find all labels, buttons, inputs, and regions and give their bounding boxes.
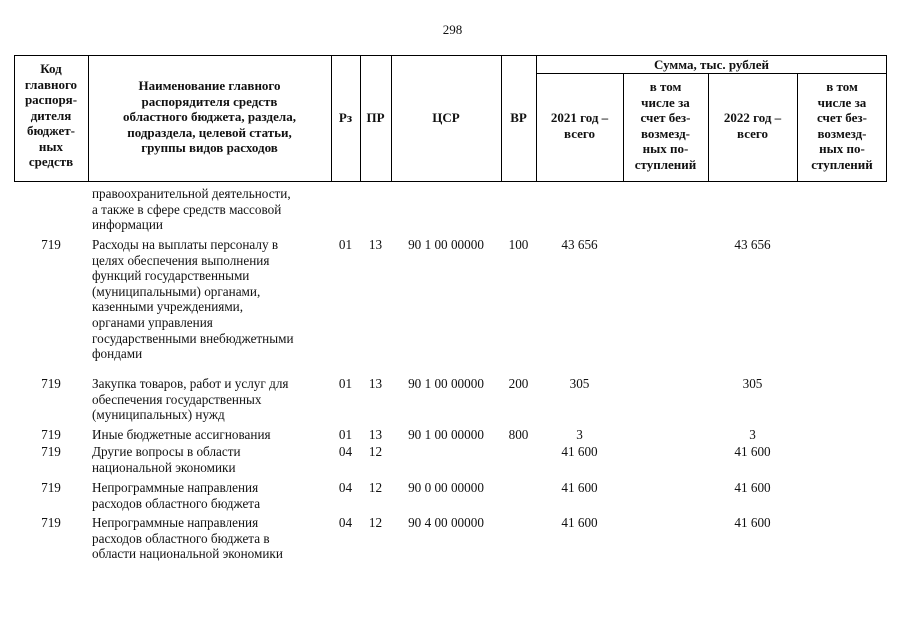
table-row-2021: 43 656 [561,237,598,252]
table-row-2022: 43 656 [734,237,771,252]
header-name: Наименование главного распорядителя средств областного бюджета, раздела, подраздела, целевой статьи, группы видов расходов [123,78,296,155]
header-code: Код главного распоря- дителя бюджет- ных средств [24,61,78,169]
table-row-name: Иные бюджетные ассигнования [92,427,271,442]
table-row-2022: 41 600 [734,480,771,495]
table-row-rz: 01 [338,427,353,442]
table-row-vr: 100 [508,237,529,252]
table-row-pr: 13 [368,376,383,391]
table-row-2021: 41 600 [561,444,598,459]
table-row-rz: 04 [338,480,353,495]
header-2022-free: в том числе за счет без- возмезд- ных по- ступлений [811,79,873,172]
table-row-2021: 3 [576,427,583,442]
table-row-2021: 41 600 [561,480,598,495]
table-row-name: Непрограммные направления расходов областного бюджета [92,480,261,511]
header-csr: ЦСР [432,110,460,125]
table-row-rz: 01 [338,237,353,252]
table-row-rz: 04 [338,444,353,459]
header-pr: ПР [366,110,385,125]
table-row-code: 719 [41,376,61,391]
table-row-pr: 12 [368,444,383,459]
table-row-csr: 90 1 00 00000 [408,237,484,252]
table-row-2021: 41 600 [561,515,598,530]
table-row-name: Закупка товаров, работ и услуг для обеспечения государственных (муниципальных) нужд [92,376,289,423]
table-row-name: Расходы на выплаты персоналу в целях обеспечения выполнения функций государственными (муниципальными) органами, казенными учреждениями, органами управления государственными внебюджетными фондами [92,237,294,362]
header-2021-total: 2021 год – всего [550,110,609,141]
table-row-csr: 90 1 00 00000 [408,376,484,391]
table-row-csr: 90 0 00 00000 [408,480,484,495]
header-rz: Рз [338,110,353,125]
table-row-name: правоохранительной деятельности, а также в сфере средств массовой информации [92,186,291,233]
sum-divider [536,73,887,74]
table-row-pr: 13 [368,237,383,252]
table-row-2021: 305 [569,376,590,391]
table-row-rz: 01 [338,376,353,391]
header-2021-free: в том числе за счет без- возмезд- ных по- ступлений [634,79,697,172]
table-row-2022: 41 600 [734,444,771,459]
table-row-code: 719 [41,237,61,252]
table-row-code: 719 [41,480,61,495]
table-row-csr: 90 4 00 00000 [408,515,484,530]
table-row-2022: 305 [742,376,763,391]
table-row-name: Другие вопросы в области национальной экономики [92,444,241,475]
table-row-name: Непрограммные направления расходов областного бюджета в области национальной экономики [92,515,283,562]
table-row-vr: 200 [508,376,529,391]
table-row-code: 719 [41,444,61,459]
table-row-csr: 90 1 00 00000 [408,427,484,442]
table-row-2022: 41 600 [734,515,771,530]
header-vr: ВР [510,110,527,125]
table-row-pr: 12 [368,515,383,530]
header-sum: Сумма, тыс. рублей [654,57,769,72]
page-number: 298 [442,22,463,37]
table-row-code: 719 [41,427,61,442]
table-row-pr: 13 [368,427,383,442]
table-row-code: 719 [41,515,61,530]
header-2022-total: 2022 год – всего [723,110,782,141]
table-row-2022: 3 [749,427,756,442]
table-row-pr: 12 [368,480,383,495]
table-row-vr: 800 [508,427,529,442]
table-row-rz: 04 [338,515,353,530]
